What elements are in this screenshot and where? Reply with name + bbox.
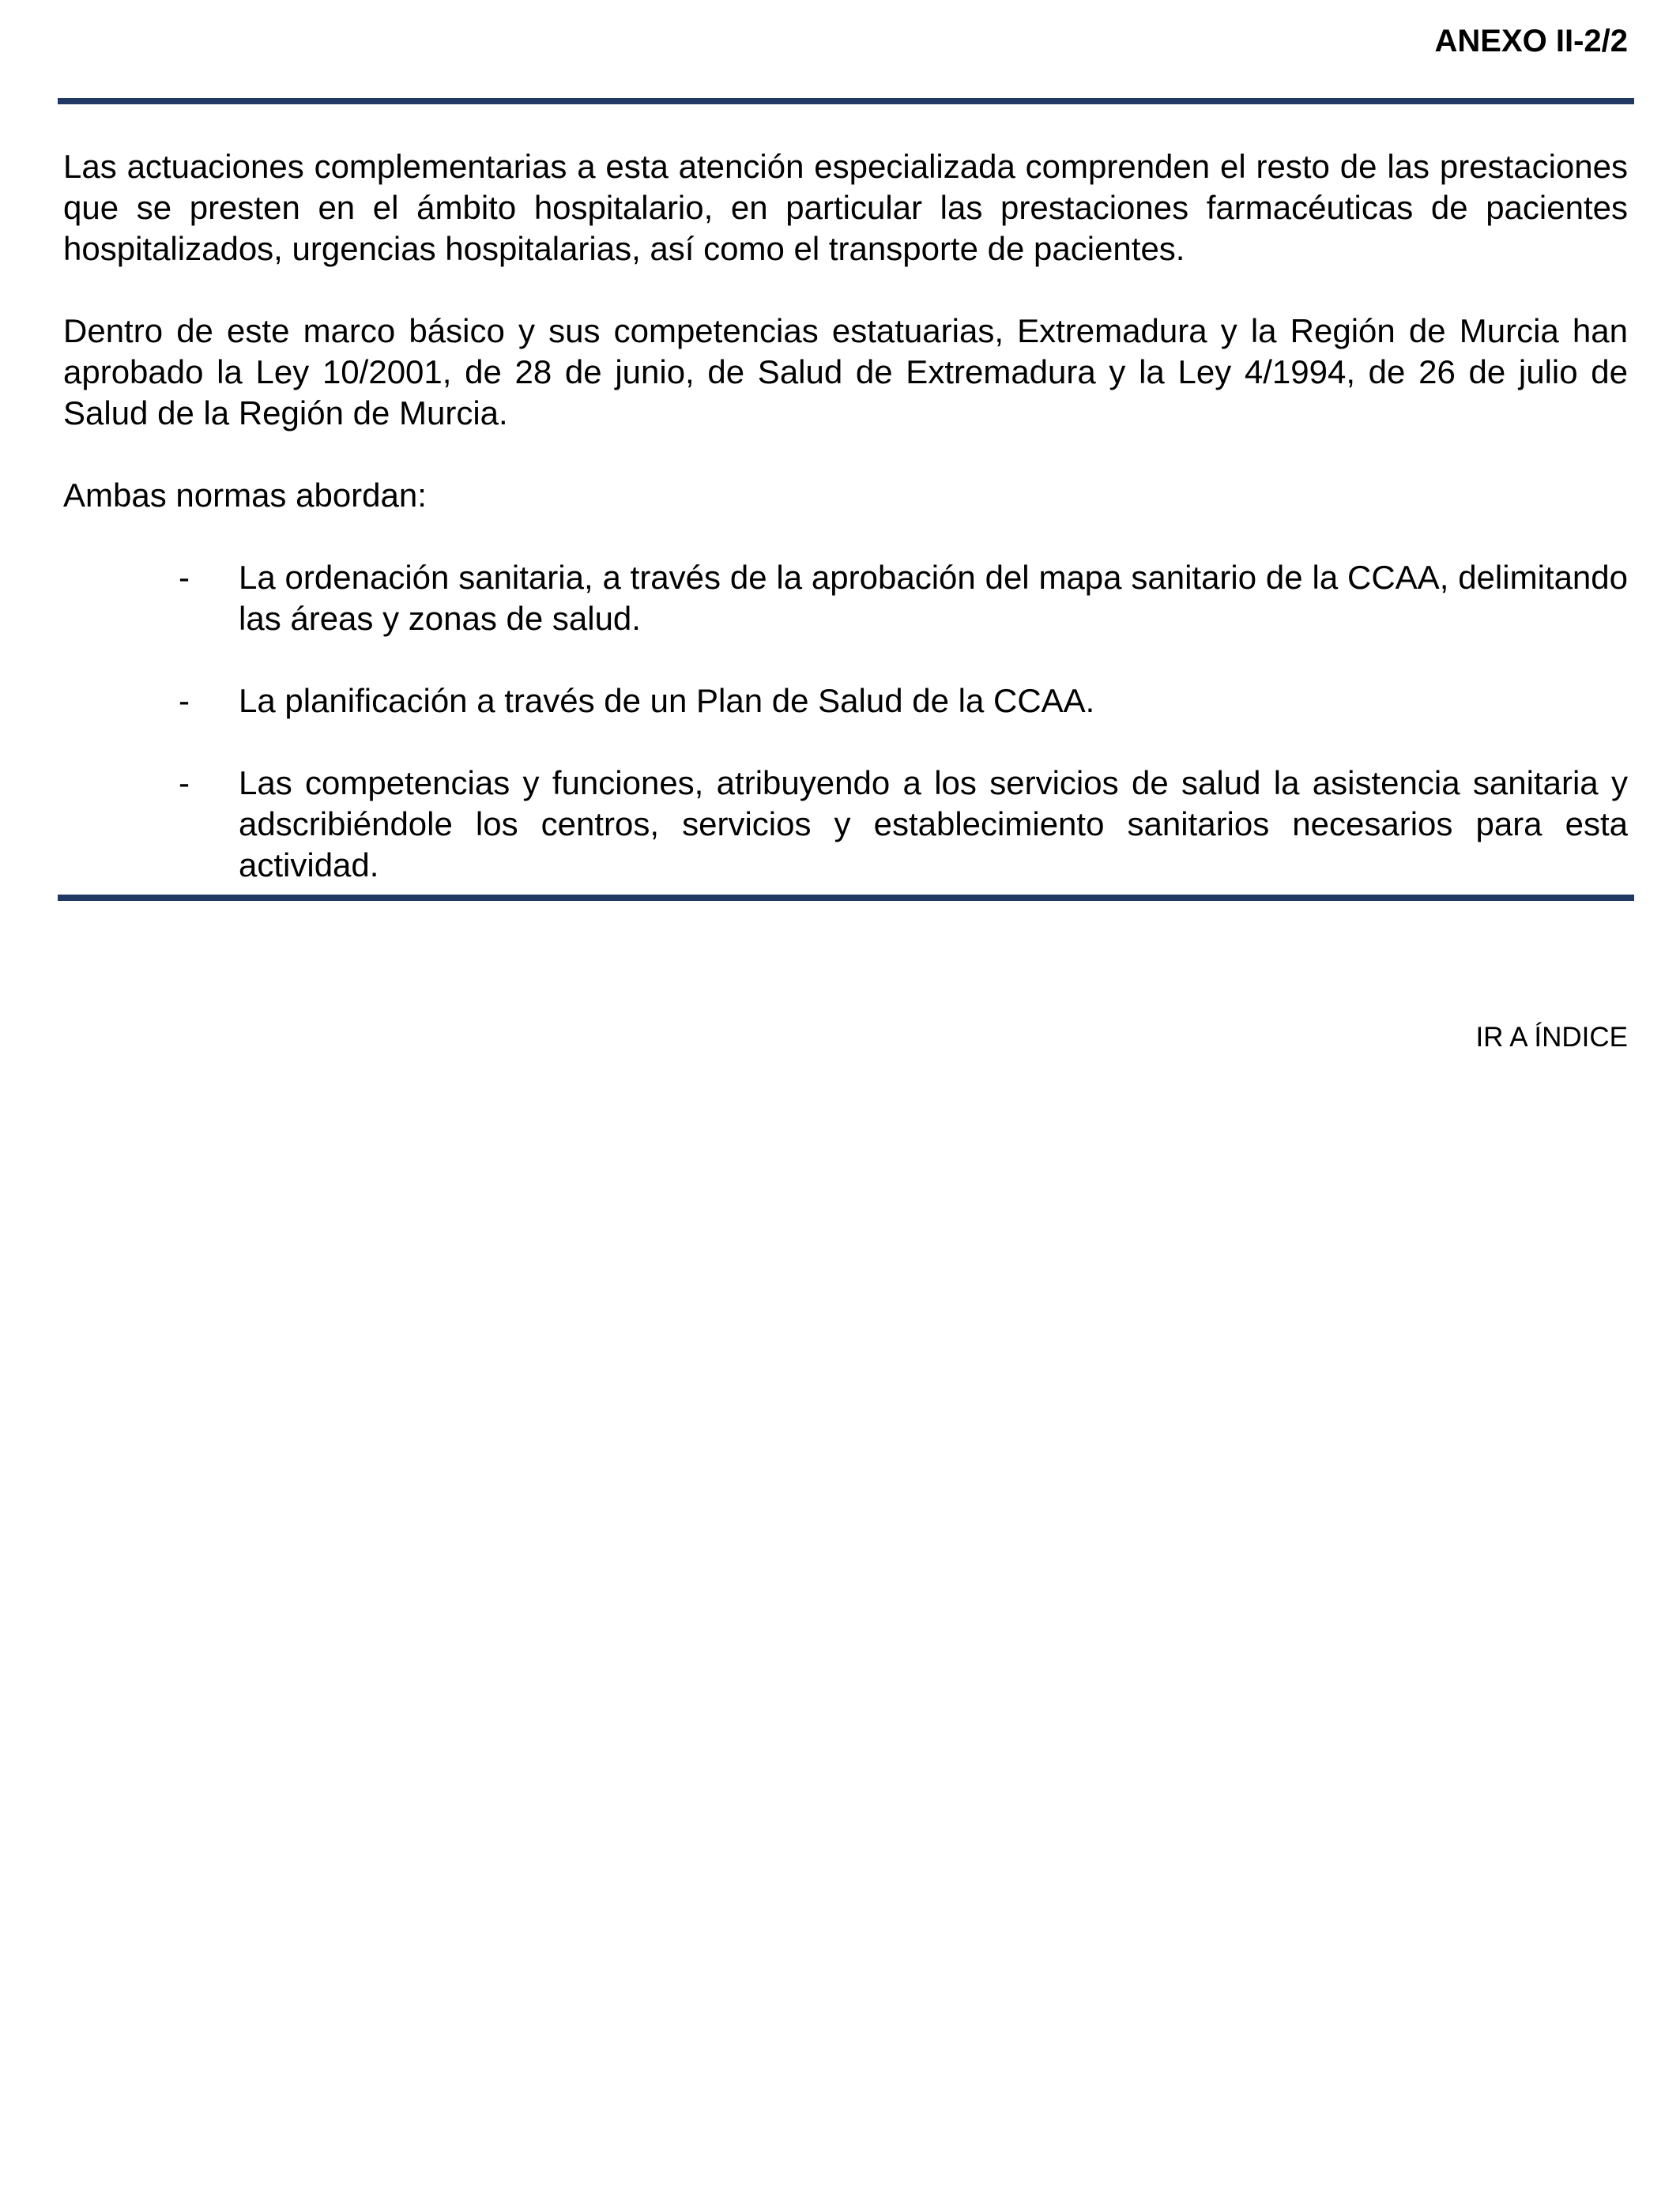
top-divider bbox=[58, 98, 1634, 104]
go-to-index-link[interactable]: IR A ÍNDICE bbox=[1475, 1022, 1628, 1053]
bullet-dash: - bbox=[179, 559, 190, 596]
topics-list bbox=[63, 557, 1628, 886]
list-item bbox=[63, 557, 1628, 639]
list-item-text: La ordenación sanitaria, a través de la aprobación del mapa sanitario de la CCAA, delimitando las áreas y zonas de salud. bbox=[239, 559, 1628, 637]
paragraph-intro-list: Ambas normas abordan: bbox=[63, 477, 427, 514]
list-item bbox=[63, 763, 1628, 886]
bullet-dash: - bbox=[179, 682, 190, 719]
list-item bbox=[63, 680, 1628, 722]
list-item-text: Las competencias y funciones, atribuyendo a los servicios de salud la asistencia sanitaria y adscribiéndole los centros, servicios y establecimiento sanitarios necesarios para esta actividad. bbox=[239, 764, 1628, 884]
bottom-divider bbox=[58, 895, 1634, 901]
paragraph-complementary-actions: Las actuaciones complementarias a esta atención especializada comprenden el resto de las prestaciones que se presten en el ámbito hospitalario, en particular las prestaciones farmacéuticas de pacientes hospitalizados, urgencias hospitalarias, así como el transporte de pacientes. bbox=[63, 148, 1628, 267]
bullet-dash: - bbox=[179, 764, 190, 801]
document-body bbox=[63, 146, 1628, 886]
annex-title: ANEXO II-2/2 bbox=[1434, 24, 1628, 58]
paragraph-legal-framework: Dentro de este marco básico y sus competencias estatuarias, Extremadura y la Región de Murcia han aprobado la Ley 10/2001, de 28 de junio, de Salud de Extremadura y la Ley 4/1994, de 26 de julio de Salud de la Región de Murcia. bbox=[63, 312, 1628, 431]
list-item-text: La planificación a través de un Plan de Salud de la CCAA. bbox=[239, 682, 1095, 719]
